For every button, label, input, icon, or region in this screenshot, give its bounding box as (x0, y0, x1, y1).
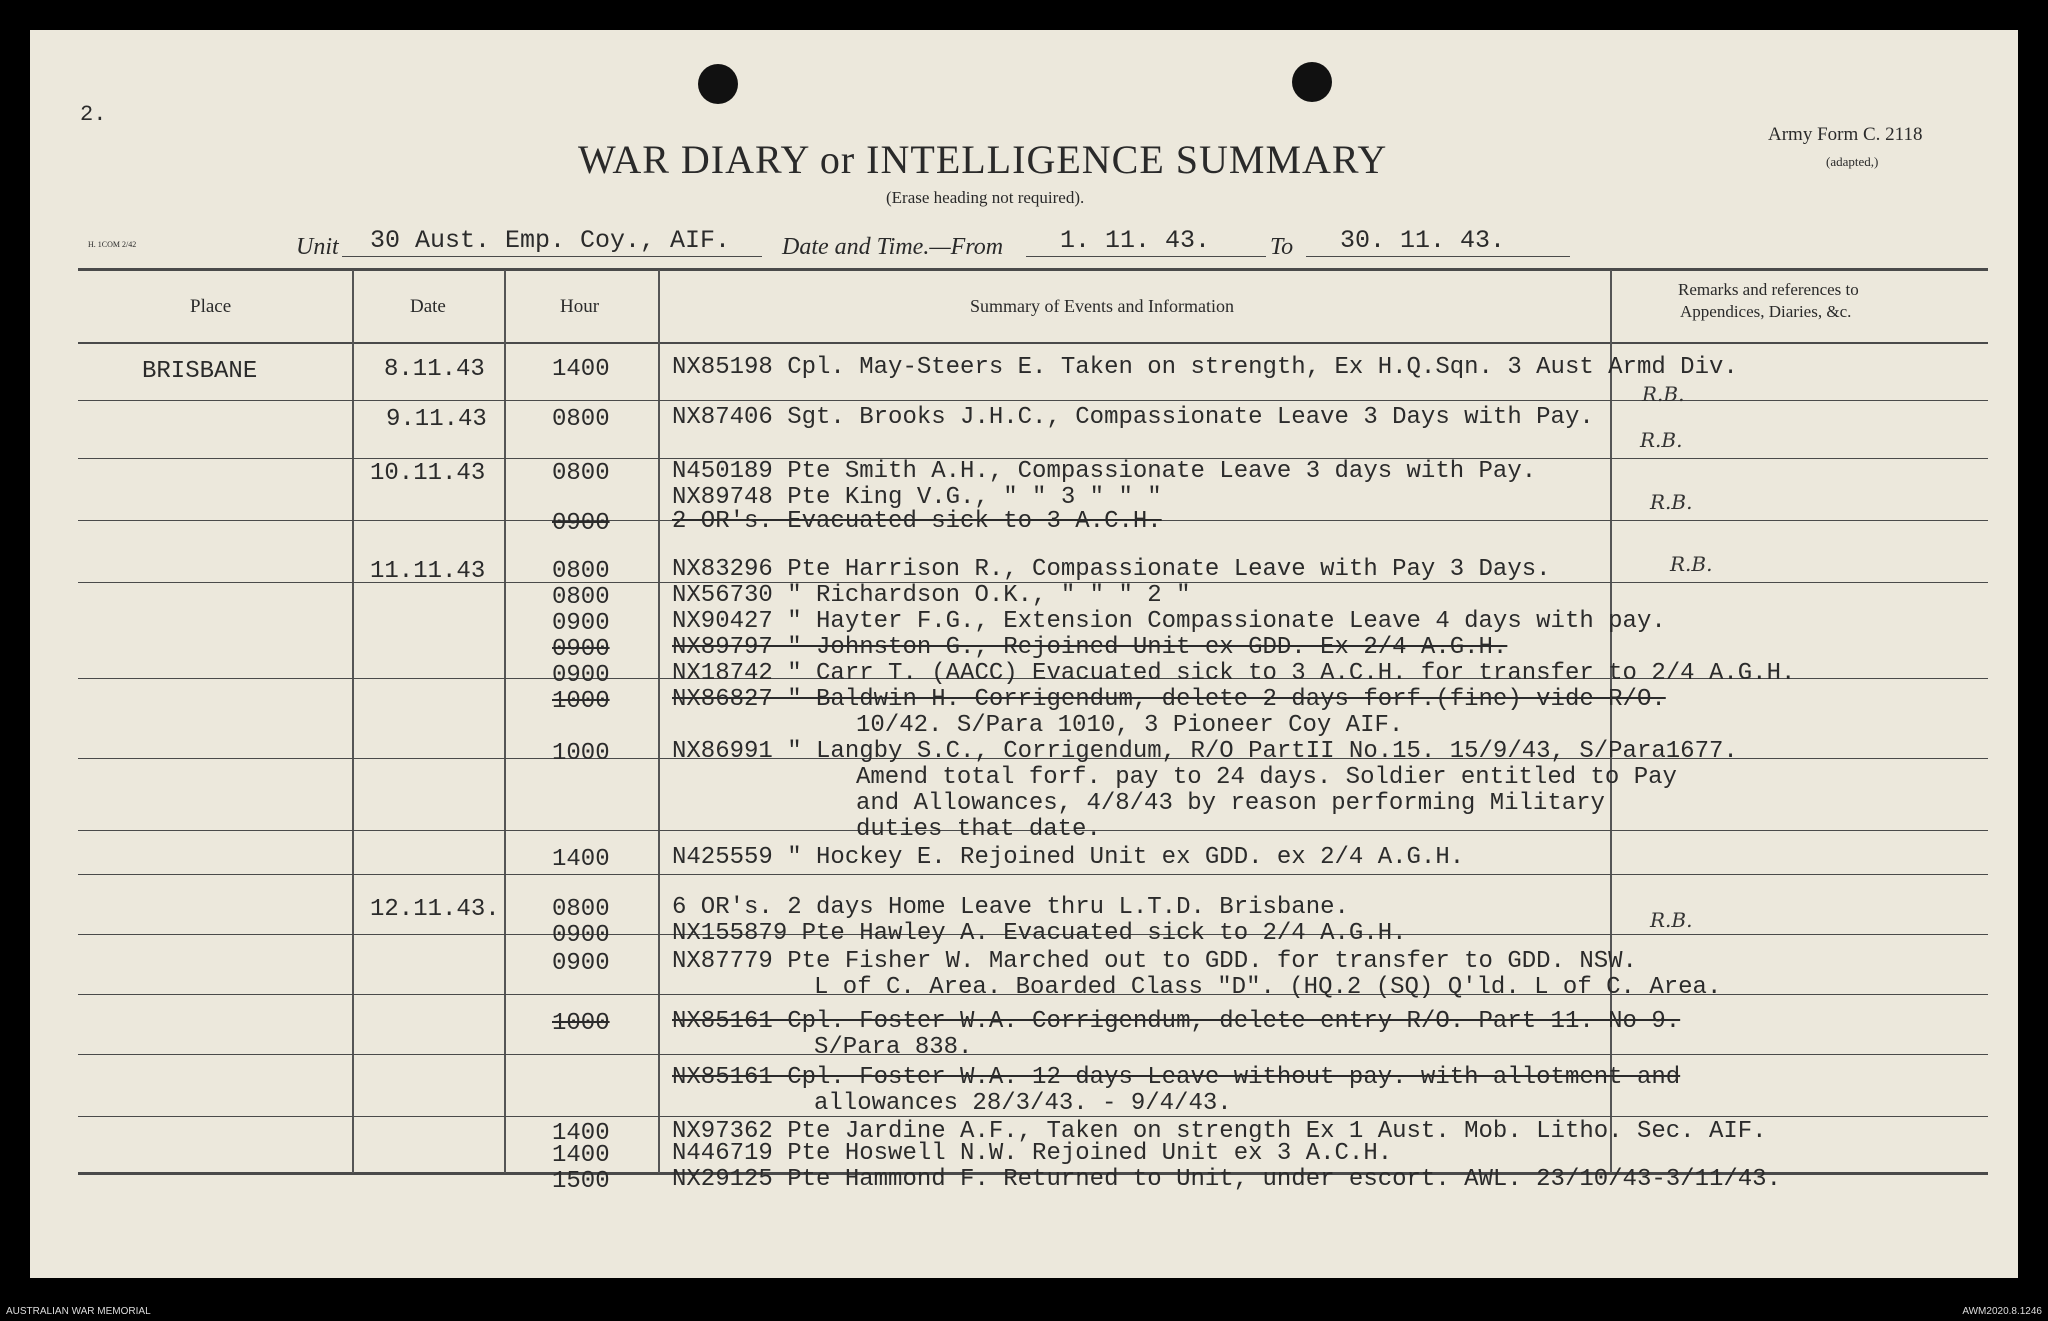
summary-line: L of C. Area. Boarded Class "D". (HQ.2 (SQ) Q'ld. L of C. Area. (814, 974, 1722, 1001)
hour-cell: 1400 (552, 356, 610, 383)
hour-cell: 0900 (552, 922, 610, 949)
table-top-rule (78, 268, 1988, 271)
date-cell: 10.11.43 (370, 460, 486, 487)
summary-line: and Allowances, 4/8/43 by reason performing Military (856, 790, 1605, 817)
summary-line: duties that date. (856, 816, 1101, 843)
summary-line: NX89797 " Johnston G., Rejoined Unit ex GDD. Ex 2/4 A.G.H. (672, 634, 1508, 661)
summary-line: NX29125 Pte Hammond F. Returned to Unit, under escort. AWL. 23/10/43-3/11/43. (672, 1166, 1781, 1193)
date-cell: 9.11.43 (386, 406, 487, 433)
hour-cell: 1400 (552, 1142, 610, 1169)
page-number: 2. (80, 102, 107, 127)
unit-underline (342, 256, 762, 257)
hour-cell: 0900 (552, 636, 610, 663)
summary-line: allowances 28/3/43. - 9/4/43. (814, 1090, 1232, 1117)
summary-line: NX83296 Pte Harrison R., Compassionate Leave with Pay 3 Days. (672, 556, 1551, 583)
hour-cell: 0900 (552, 950, 610, 977)
summary-line: NX86991 " Langby S.C., Corrigendum, R/O PartII No.15. 15/9/43, S/Para1677. (672, 738, 1738, 765)
remarks-initials: R.B. (1670, 552, 1713, 576)
summary-line: NX89748 Pte King V.G., " " 3 " " " (672, 484, 1162, 511)
summary-line: NX85161 Cpl. Foster W.A. Corrigendum, delete entry R/O. Part 11. No 9. (672, 1008, 1681, 1035)
date-to-value: 30. 11. 43. (1340, 226, 1506, 255)
summary-line: NX85198 Cpl. May-Steers E. Taken on strength, Ex H.Q.Sqn. 3 Aust Armd Div. (672, 354, 1738, 381)
summary-line: NX85161 Cpl. Foster W.A. 12 days Leave without pay. with allotment and (672, 1064, 1681, 1091)
page-title: WAR DIARY or INTELLIGENCE SUMMARY (578, 137, 1388, 182)
column-divider-hour (658, 270, 660, 1173)
summary-line: 10/42. S/Para 1010, 3 Pioneer Coy AIF. (856, 712, 1404, 739)
hour-cell: 1000 (552, 740, 610, 767)
army-form-note: (adapted,) (1826, 154, 1879, 169)
date-cell: 11.11.43 (370, 558, 486, 585)
unit-label: Unit (296, 234, 339, 260)
date-from-underline (1026, 256, 1266, 257)
date-to-underline (1306, 256, 1570, 257)
remarks-initials: R.B. (1650, 490, 1693, 514)
footer-reference: AWM2020.8.1246 (1962, 1306, 2042, 1317)
date-from-label: Date and Time.—From (782, 234, 1004, 260)
summary-line: NX90427 " Hayter F.G., Extension Compassionate Leave 4 days with pay. (672, 608, 1666, 635)
summary-line: NX87779 Pte Fisher W. Marched out to GDD. for transfer to GDD. NSW. (672, 948, 1637, 975)
hour-cell: 0800 (552, 460, 610, 487)
column-divider-summary (1610, 270, 1612, 1173)
punch-hole-left (698, 64, 738, 104)
remarks-initials: R.B. (1650, 908, 1693, 932)
hour-cell: 1000 (552, 1010, 610, 1037)
table-header-rule (78, 342, 1988, 344)
remarks-initials: R.B. (1642, 382, 1685, 406)
summary-line: Amend total forf. pay to 24 days. Soldier entitled to Pay (856, 764, 1677, 791)
hour-cell: 1500 (552, 1168, 610, 1195)
summary-line: NX86827 " Baldwin H. Corrigendum, delete 2 days forf.(fine) vide R/O. (672, 686, 1666, 713)
army-form-number: Army Form C. 2118 (1768, 124, 1923, 145)
date-cell: 8.11.43 (384, 356, 485, 383)
summary-line: NX97362 Pte Jardine A.F., Taken on strength Ex 1 Aust. Mob. Litho. Sec. AIF. (672, 1118, 1767, 1145)
hour-cell: 0800 (552, 896, 610, 923)
summary-line: N450189 Pte Smith A.H., Compassionate Leave 3 days with Pay. (672, 458, 1537, 485)
header-remarks-line1: Remarks and references to (1678, 280, 1859, 299)
summary-line: N446719 Pte Hoswell N.W. Rejoined Unit ex 3 A.C.H. (672, 1140, 1393, 1167)
summary-line: NX87406 Sgt. Brooks J.H.C., Compassionate Leave 3 Days with Pay. (672, 404, 1594, 431)
diary-page (30, 30, 2018, 1278)
hour-cell: 0800 (552, 584, 610, 611)
page-subtitle: (Erase heading not required). (886, 188, 1085, 207)
hour-cell: 1400 (552, 1120, 610, 1147)
hour-cell: 0800 (552, 558, 610, 585)
header-summary: Summary of Events and Information (970, 296, 1234, 316)
hour-cell: 0900 (552, 662, 610, 689)
hour-cell: 1400 (552, 846, 610, 873)
unit-value: 30 Aust. Emp. Coy., AIF. (370, 226, 731, 255)
column-divider-date (504, 270, 506, 1173)
summary-line: NX56730 " Richardson O.K., " " " 2 " (672, 582, 1191, 609)
remarks-initials: R.B. (1640, 428, 1683, 452)
footer-source: AUSTRALIAN WAR MEMORIAL (6, 1306, 151, 1317)
summary-line: 6 OR's. 2 days Home Leave thru L.T.D. Brisbane. (672, 894, 1349, 921)
date-from-value: 1. 11. 43. (1060, 226, 1211, 255)
header-hour: Hour (560, 296, 600, 317)
row-rule (78, 874, 1988, 875)
form-code: H. 1COM 2/42 (88, 240, 137, 249)
summary-line: S/Para 838. (814, 1034, 973, 1061)
summary-line: NX155879 Pte Hawley A. Evacuated sick to 2/4 A.G.H. (672, 920, 1407, 947)
row-rule (78, 400, 1988, 401)
summary-line: 2 OR's. Evacuated sick to 3 A.C.H. (672, 508, 1162, 535)
place-cell: BRISBANE (142, 358, 258, 385)
hour-cell: 0900 (552, 610, 610, 637)
punch-hole-right (1292, 62, 1332, 102)
row-rule (78, 1054, 1988, 1055)
hour-cell: 1000 (552, 688, 610, 715)
date-to-label: To (1270, 234, 1294, 260)
header-place: Place (190, 296, 232, 317)
header-remarks-line2: Appendices, Diaries, &c. (1680, 302, 1852, 321)
summary-line: N425559 " Hockey E. Rejoined Unit ex GDD. ex 2/4 A.G.H. (672, 844, 1465, 871)
column-divider-place (352, 270, 354, 1173)
summary-line: NX18742 " Carr T. (AACC) Evacuated sick to 3 A.C.H. for transfer to 2/4 A.G.H. (672, 660, 1796, 687)
hour-cell: 0800 (552, 406, 610, 433)
header-date: Date (410, 296, 446, 317)
date-cell: 12.11.43. (370, 896, 500, 923)
hour-cell: 0900 (552, 510, 610, 537)
